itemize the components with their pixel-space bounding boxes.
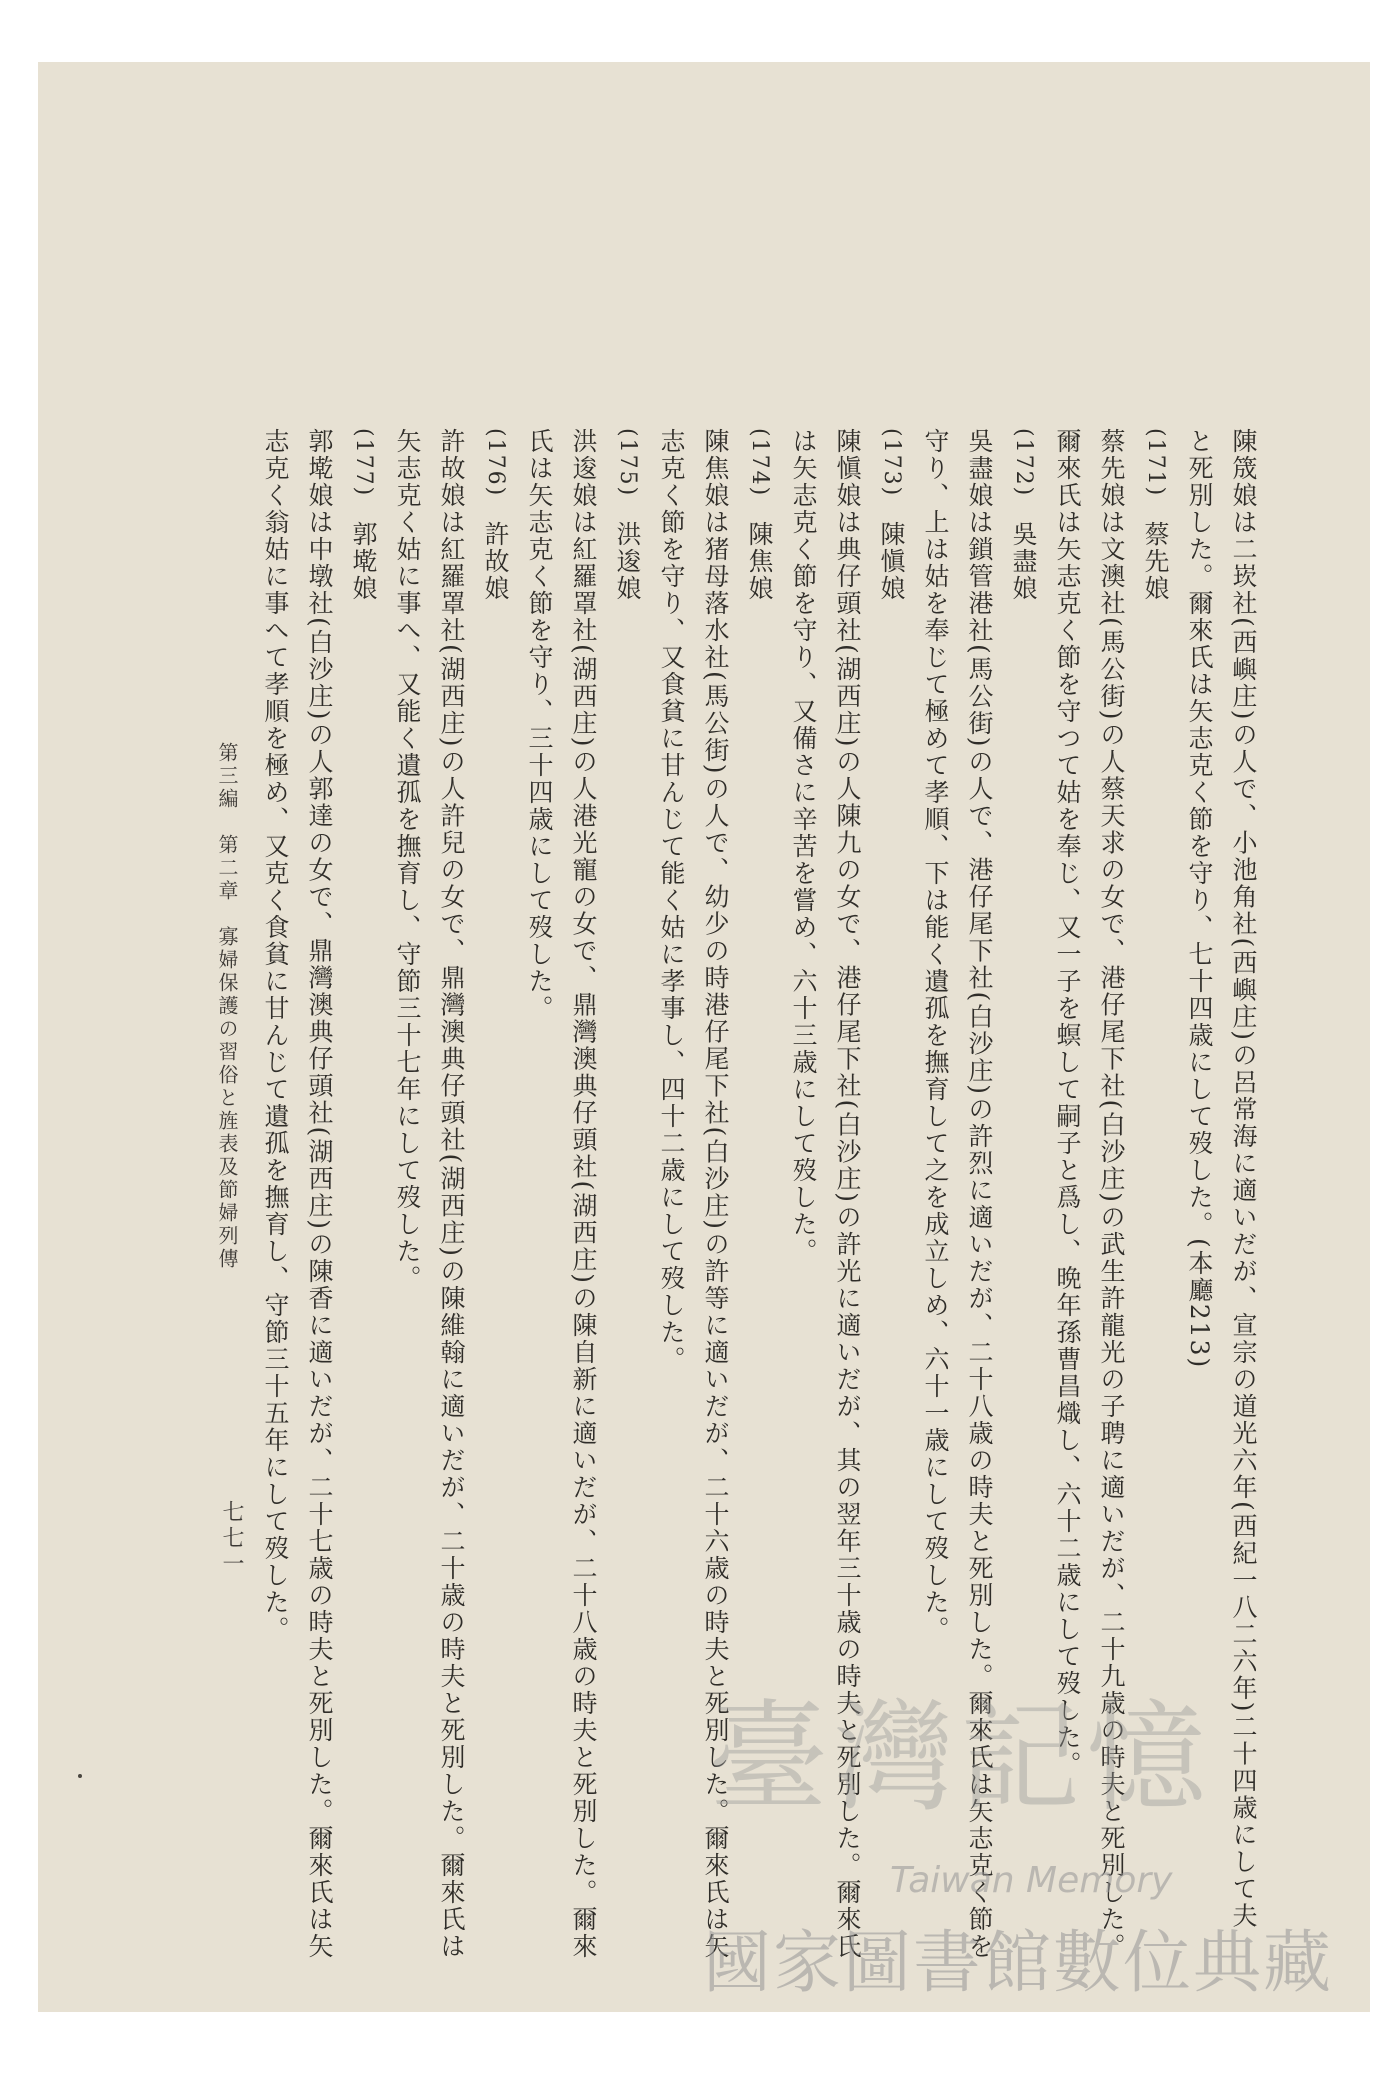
entry-number: (172) [1011,428,1036,498]
entry-name: 許故娘 [481,521,510,603]
entry-170-line-2: と死別した。爾來氏は矢志克く節を守り、七十四歳にして歿した。(本廳213) [1185,428,1214,1370]
watermark-institution: 國家圖書館數位典藏 [703,1924,1334,2003]
entry-176-line-2: 矢志克く姑に事へ、又能く遺孤を撫育し、守節三十七年にして歿した。 [393,428,422,1292]
entry-172-line-2: 守り、上は姑を奉じて極めて孝順、下は能く遺孤を撫育して之を成立しめ、六十一歳にして歿した。 [921,428,950,1643]
entry-name: 洪逡娘 [613,521,642,603]
ink-speck [78,1774,82,1778]
entry-175-line-1: 洪逡娘は紅羅罩社(湖西庄)の人港光寵の女で、鼎灣澳典仔頭社(湖西庄)の陳自新に適いだが、二十八歳の時夫と死別した。爾來 [569,428,598,1961]
entry-173-line-2: は矢志克く節を守り、又備さに辛苦を嘗め、六十三歳にして歿した。 [789,428,818,1265]
page-number: 七七一 [219,1500,244,1578]
entry-177-line-1: 郭墘娘は中墩社(白沙庄)の人郭達の女で、鼎灣澳典仔頭社(湖西庄)の陳香に適いだが、二十七歳の時夫と死別した。爾來氏は矢 [305,428,334,1961]
entry-170-line-1: 陳筬娘は二崁社(西嶼庄)の人で、小池角社(西嶼庄)の呂常海に適いだが、宣宗の道光六年(西紀一八二六年)二十四歳にして夫 [1229,428,1258,1930]
entry-176-line-1: 許故娘は紅羅罩社(湖西庄)の人許兒の女で、鼎灣澳典仔頭社(湖西庄)の陳維翰に適いだが、二十歳の時夫と死別した。爾來氏は [437,428,466,1961]
entry-176-heading [473,428,517,1988]
entry-number: (173) [879,428,904,498]
entry-172-line-1: 吳盡娘は鎖管港社(馬公街)の人で、港仔尾下社(白沙庄)の許烈に適いだが、二十八歳の時夫と死別した。爾來氏は矢志克く節を [965,428,994,1961]
entry-175-line-2: 氏は矢志克く節を守り、三十四歳にして歿した。 [525,428,554,1022]
entry-174-line-1: 陳焦娘は猪母落水社(馬公街)の人で、幼少の時港仔尾下社(白沙庄)の許等に適いだが、二十六歳の時夫と死別した。爾來氏は矢 [701,428,730,1961]
entry-number: (175) [615,428,640,498]
entry-177-heading [341,428,385,1988]
entry-name: 陳愼娘 [877,521,906,603]
document-page [38,62,1370,2012]
entry-name: 吳盡娘 [1009,521,1038,603]
entry-number: (174) [747,428,772,498]
running-footer: 第三編 第二章 寡婦保護の習俗と旌表及節婦列傳 [215,742,239,1271]
entry-name: 陳焦娘 [745,521,774,603]
entry-175-heading [605,428,649,1988]
entry-174-line-2: 志克く節を守り、又食貧に甘んじて能く姑に孝事し、四十二歳にして歿した。 [657,428,686,1373]
entry-177-line-2: 志克く翁姑に事へて孝順を極め、又克く食貧に甘んじて遺孤を撫育し、守節三十五年にして歿した。 [261,428,290,1643]
entry-name: 蔡先娘 [1141,521,1170,603]
watermark-logo-script: 臺灣記憶 [708,1689,1212,1828]
entry-number: (176) [483,428,508,498]
entry-number: (171) [1143,428,1168,498]
entry-173-line-1: 陳愼娘は典仔頭社(湖西庄)の人陳九の女で、港仔尾下社(白沙庄)の許光に適いだが、其の翌年三十歳の時夫と死別した。爾來氏 [833,428,862,1961]
entry-171-line-2: 爾來氏は矢志克く節を守つて姑を奉じ、又一子を螟して嗣子と爲し、晩年孫曹昌熾し、六十二歳にして歿した。 [1053,428,1082,1778]
entry-number: (177) [351,428,376,498]
entry-171-line-1: 蔡先娘は文澳社(馬公街)の人蔡天求の女で、港仔尾下社(白沙庄)の武生許龍光の子聘に適いだが、二十九歳の時夫と死別した。 [1097,428,1126,1961]
watermark-logo-latin: Taiwan Memory [890,1860,1173,1901]
entry-name: 郭墘娘 [349,521,378,603]
